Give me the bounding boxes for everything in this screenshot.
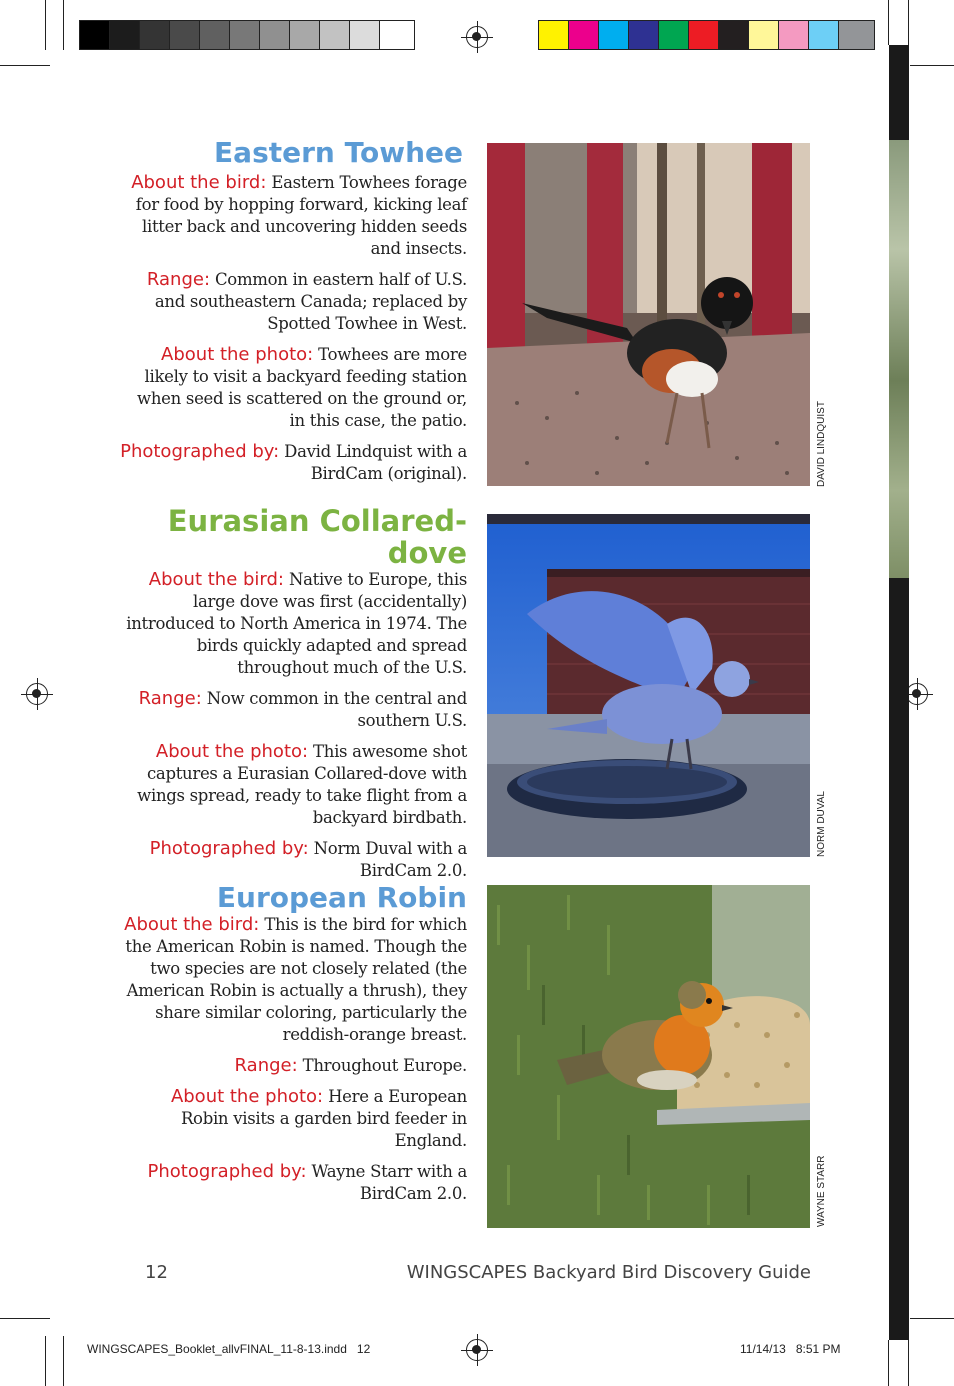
about-photo-paragraph: About the photo: Towhees are more likely to visit a backyard feeding station when seed is scattered on the ground or, in this case, the patio. bbox=[137, 344, 467, 430]
swatch bbox=[778, 20, 809, 50]
bird-entry-eurasian-collared-dove bbox=[120, 505, 467, 891]
swatch bbox=[109, 20, 140, 50]
swatch bbox=[169, 20, 200, 50]
bird-entry-european-robin bbox=[120, 882, 467, 1214]
swatch bbox=[139, 20, 170, 50]
photographed-by-paragraph: Photographed by: Norm Duval with a BirdCam 2.0. bbox=[149, 838, 467, 880]
swatch bbox=[658, 20, 689, 50]
swatch bbox=[379, 20, 415, 50]
eastern-towhee-photo bbox=[487, 143, 810, 486]
bird-entry-eastern-towhee bbox=[120, 137, 467, 494]
range-paragraph: Range: Throughout Europe. bbox=[234, 1055, 467, 1076]
crop-mark bbox=[63, 0, 64, 50]
swatch bbox=[748, 20, 779, 50]
about-bird-paragraph: About the bird: Eastern Towhees forage for food by hopping forward, kicking leaf litter back and uncovering hidden seeds and insects. bbox=[131, 172, 467, 258]
crop-mark bbox=[0, 65, 50, 66]
crop-mark bbox=[910, 1318, 954, 1319]
swatch bbox=[598, 20, 629, 50]
registration-mark-icon bbox=[466, 26, 488, 48]
bird-title: Eastern Towhee bbox=[214, 136, 463, 169]
swatch bbox=[628, 20, 659, 50]
swatch bbox=[319, 20, 350, 50]
crop-mark bbox=[45, 1336, 46, 1386]
page-number: 12 bbox=[145, 1262, 168, 1283]
range-paragraph: Range: Now common in the central and southern U.S. bbox=[138, 688, 467, 730]
registration-mark-icon bbox=[26, 683, 48, 705]
swatch bbox=[538, 20, 569, 50]
bird-title: Eurasian Collared-dove bbox=[167, 504, 467, 570]
swatch bbox=[838, 20, 875, 50]
swatch bbox=[199, 20, 230, 50]
swatch bbox=[688, 20, 719, 50]
swatch bbox=[259, 20, 290, 50]
swatch bbox=[79, 20, 110, 50]
guide-title: WINGSCAPES Backyard Bird Discovery Guide bbox=[406, 1262, 811, 1283]
slug-filename: WINGSCAPES_Booklet_allvFINAL_11-8-13.indd 12 bbox=[87, 1342, 371, 1356]
photographed-by-paragraph: Photographed by: David Lindquist with a BirdCam (original). bbox=[120, 441, 467, 483]
swatch bbox=[349, 20, 380, 50]
about-bird-paragraph: About the bird: Native to Europe, this large dove was first (accidentally) introduced to North America in 1974. The birds quickly adapted and spread throughout much of the U.S. bbox=[126, 569, 467, 677]
crop-mark bbox=[63, 1336, 64, 1386]
swatch bbox=[289, 20, 320, 50]
about-bird-paragraph: About the bird: This is the bird for which the American Robin is named. Though the two species are not closely related (the American Robin is actually a thrush), they share similar coloring, particularly the reddish-orange breast. bbox=[124, 914, 467, 1044]
crop-mark bbox=[888, 1340, 889, 1386]
registration-mark-icon bbox=[906, 683, 928, 705]
swatch bbox=[229, 20, 260, 50]
swatch bbox=[718, 20, 749, 50]
swatch bbox=[808, 20, 839, 50]
swatch bbox=[568, 20, 599, 50]
photographed-by-paragraph: Photographed by: Wayne Starr with a BirdCam 2.0. bbox=[147, 1161, 467, 1203]
crop-mark bbox=[888, 0, 889, 45]
crop-mark bbox=[908, 0, 909, 45]
crop-mark bbox=[45, 0, 46, 50]
crop-mark bbox=[910, 65, 954, 66]
european-robin-photo bbox=[487, 885, 810, 1228]
photo-credit: NORM DUVAL bbox=[816, 791, 827, 857]
range-paragraph: Range: Common in eastern half of U.S. and southeastern Canada; replaced by Spotted Towhee in West. bbox=[146, 269, 467, 333]
crop-mark bbox=[0, 1318, 50, 1319]
about-photo-paragraph: About the photo: Here a European Robin visits a garden bird feeder in England. bbox=[170, 1086, 467, 1150]
crop-mark bbox=[908, 1336, 909, 1386]
photo-credit: WAYNE STARR bbox=[816, 1155, 827, 1227]
eurasian-collared-dove-photo bbox=[487, 514, 810, 857]
slug-timestamp: 11/14/13 8:51 PM bbox=[740, 1342, 841, 1356]
adjacent-page-photo bbox=[889, 140, 909, 578]
about-photo-paragraph: About the photo: This awesome shot captures a Eurasian Collared-dove with wings spread, ready to take flight from a backyard birdbath. bbox=[137, 741, 467, 827]
bird-title: European Robin bbox=[216, 881, 467, 914]
photo-credit: DAVID LINDQUIST bbox=[816, 401, 827, 487]
registration-mark-icon bbox=[466, 1339, 488, 1361]
